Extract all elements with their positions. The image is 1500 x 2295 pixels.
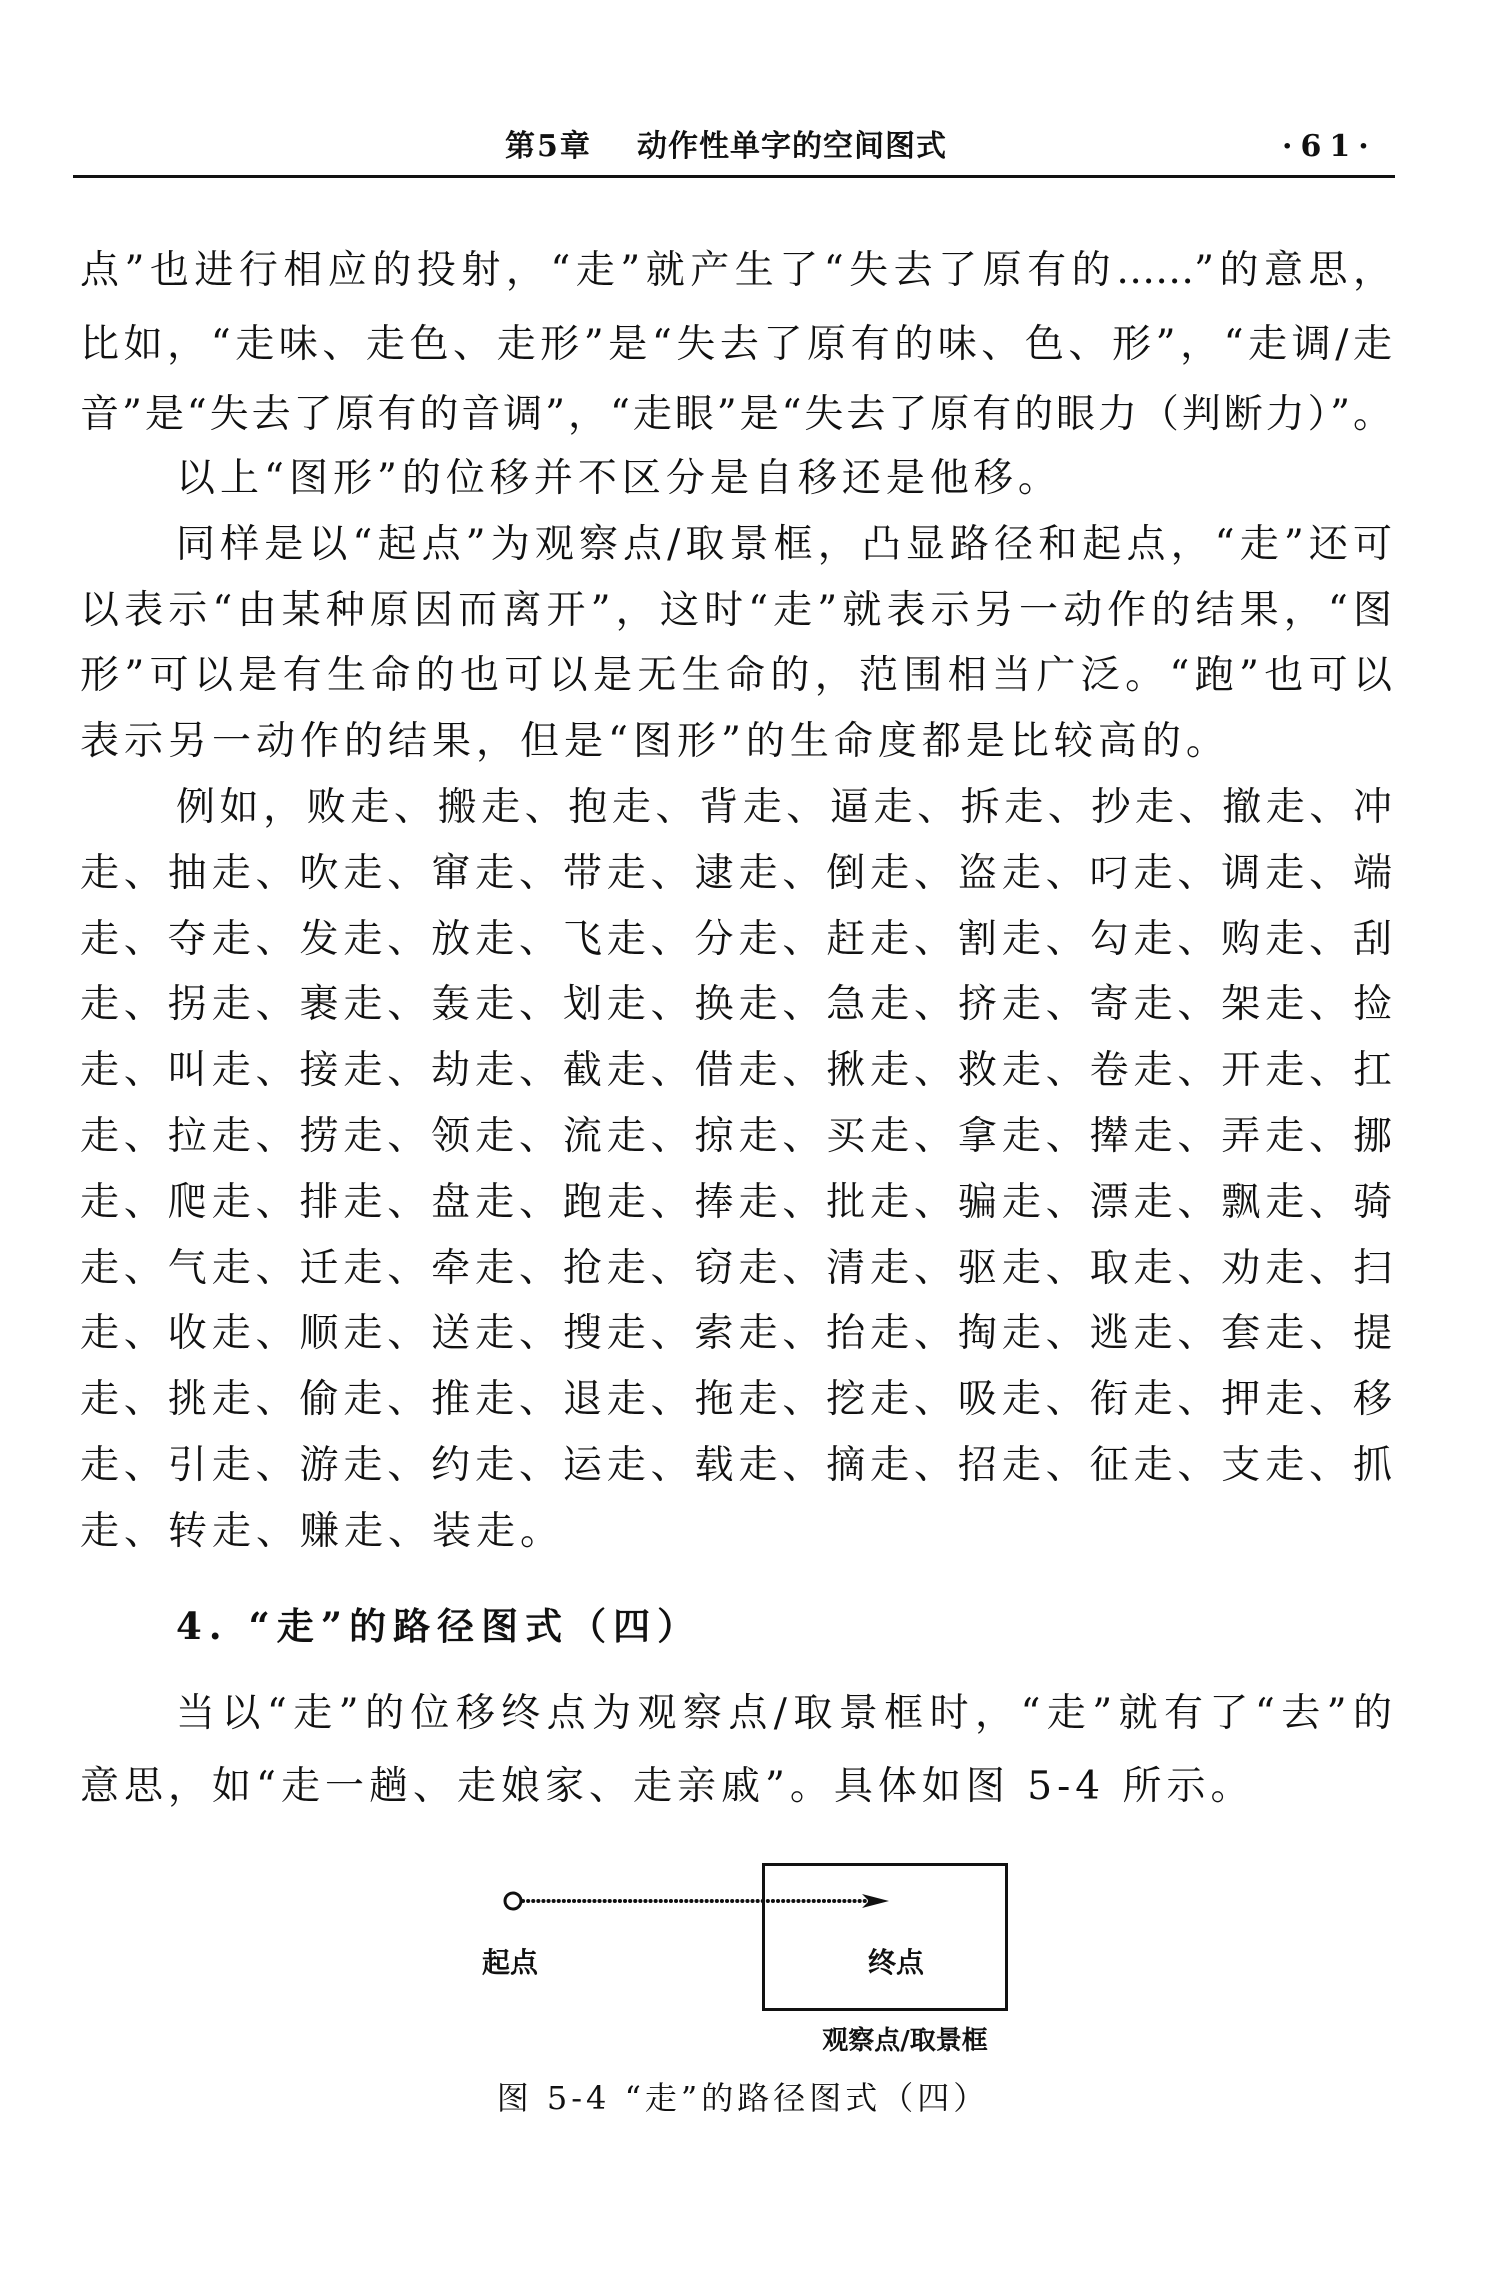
text-line: 走、转走、赚走、装走。 [80,1509,565,1554]
text-line: 当以“走”的位移终点为观察点/取景框时，“走”就有了“去”的 [176,1691,1392,1736]
text-line: 走、挑走、偷走、推走、退走、拖走、挖走、吸走、衔走、押走、移 [80,1377,1392,1422]
text-line: 表示另一动作的结果，但是“图形”的生命度都是比较高的。 [80,719,1230,764]
start-point-label: 起点 [481,1946,538,1979]
header-rule [73,175,1395,178]
frame-label: 观察点/取景框 [822,2026,988,2056]
text-line: 同样是以“起点”为观察点/取景框，凸显路径和起点，“走”还可 [176,522,1392,567]
text-line: 走、抽走、吹走、窜走、带走、逮走、倒走、盗走、叼走、调走、端 [80,851,1392,896]
page-number: ·61· [1282,129,1377,164]
text-line: 走、气走、迁走、牵走、抢走、窃走、清走、驱走、取走、劝走、扫 [80,1246,1392,1291]
end-point-label: 终点 [867,1946,924,1979]
text-line: 音”是“失去了原有的音调”，“走眼”是“失去了原有的眼力（判断力）”。 [80,392,1392,437]
frame-box [762,1863,1008,2011]
text-line: 走、叫走、接走、劫走、截走、借走、揪走、救走、卷走、开走、扛 [80,1048,1392,1093]
chapter-number: 第5章 [505,129,592,164]
text-line: 走、拐走、裹走、轰走、划走、换走、急走、挤走、寄走、架走、捡 [80,982,1392,1027]
text-line: 走、引走、游走、约走、运走、载走、摘走、招走、征走、支走、抓 [80,1443,1392,1488]
figure-caption: 图 5-4 “走”的路径图式（四） [496,2079,990,2117]
text-line: 走、拉走、捞走、领走、流走、掠走、买走、拿走、撵走、弄走、挪 [80,1114,1392,1159]
text-line: 走、夺走、发走、放走、飞走、分走、赶走、割走、勾走、购走、刮 [80,917,1392,962]
text-line: 以表示“由某种原因而离开”，这时“走”就表示另一动作的结果，“图 [80,588,1392,633]
text-line: 意思，如“走一趟、走娘家、走亲戚”。具体如图 5-4 所示。 [80,1764,1255,1809]
text-line: 以上“图形”的位移并不区分是自移还是他移。 [176,456,1062,501]
text-line: 例如，败走、搬走、抱走、背走、逼走、拆走、抄走、撤走、冲 [176,785,1392,830]
text-line: 比如，“走味、走色、走形”是“失去了原有的味、色、形”，“走调/走 [80,322,1392,367]
chapter-title: 动作性单字的空间图式 [637,129,947,164]
text-line: 点”也进行相应的投射，“走”就产生了“失去了原有的……”的意思， [80,248,1392,293]
start-point-circle [505,1893,521,1909]
section-heading: 4. “走”的路径图式（四） [176,1604,702,1648]
text-line: 走、收走、顺走、送走、搜走、索走、抬走、掏走、逃走、套走、提 [80,1311,1392,1356]
text-line: 走、爬走、排走、盘走、跑走、捧走、批走、骗走、漂走、飘走、骑 [80,1180,1392,1225]
text-line: 形”可以是有生命的也可以是无生命的，范围相当广泛。“跑”也可以 [80,653,1392,698]
